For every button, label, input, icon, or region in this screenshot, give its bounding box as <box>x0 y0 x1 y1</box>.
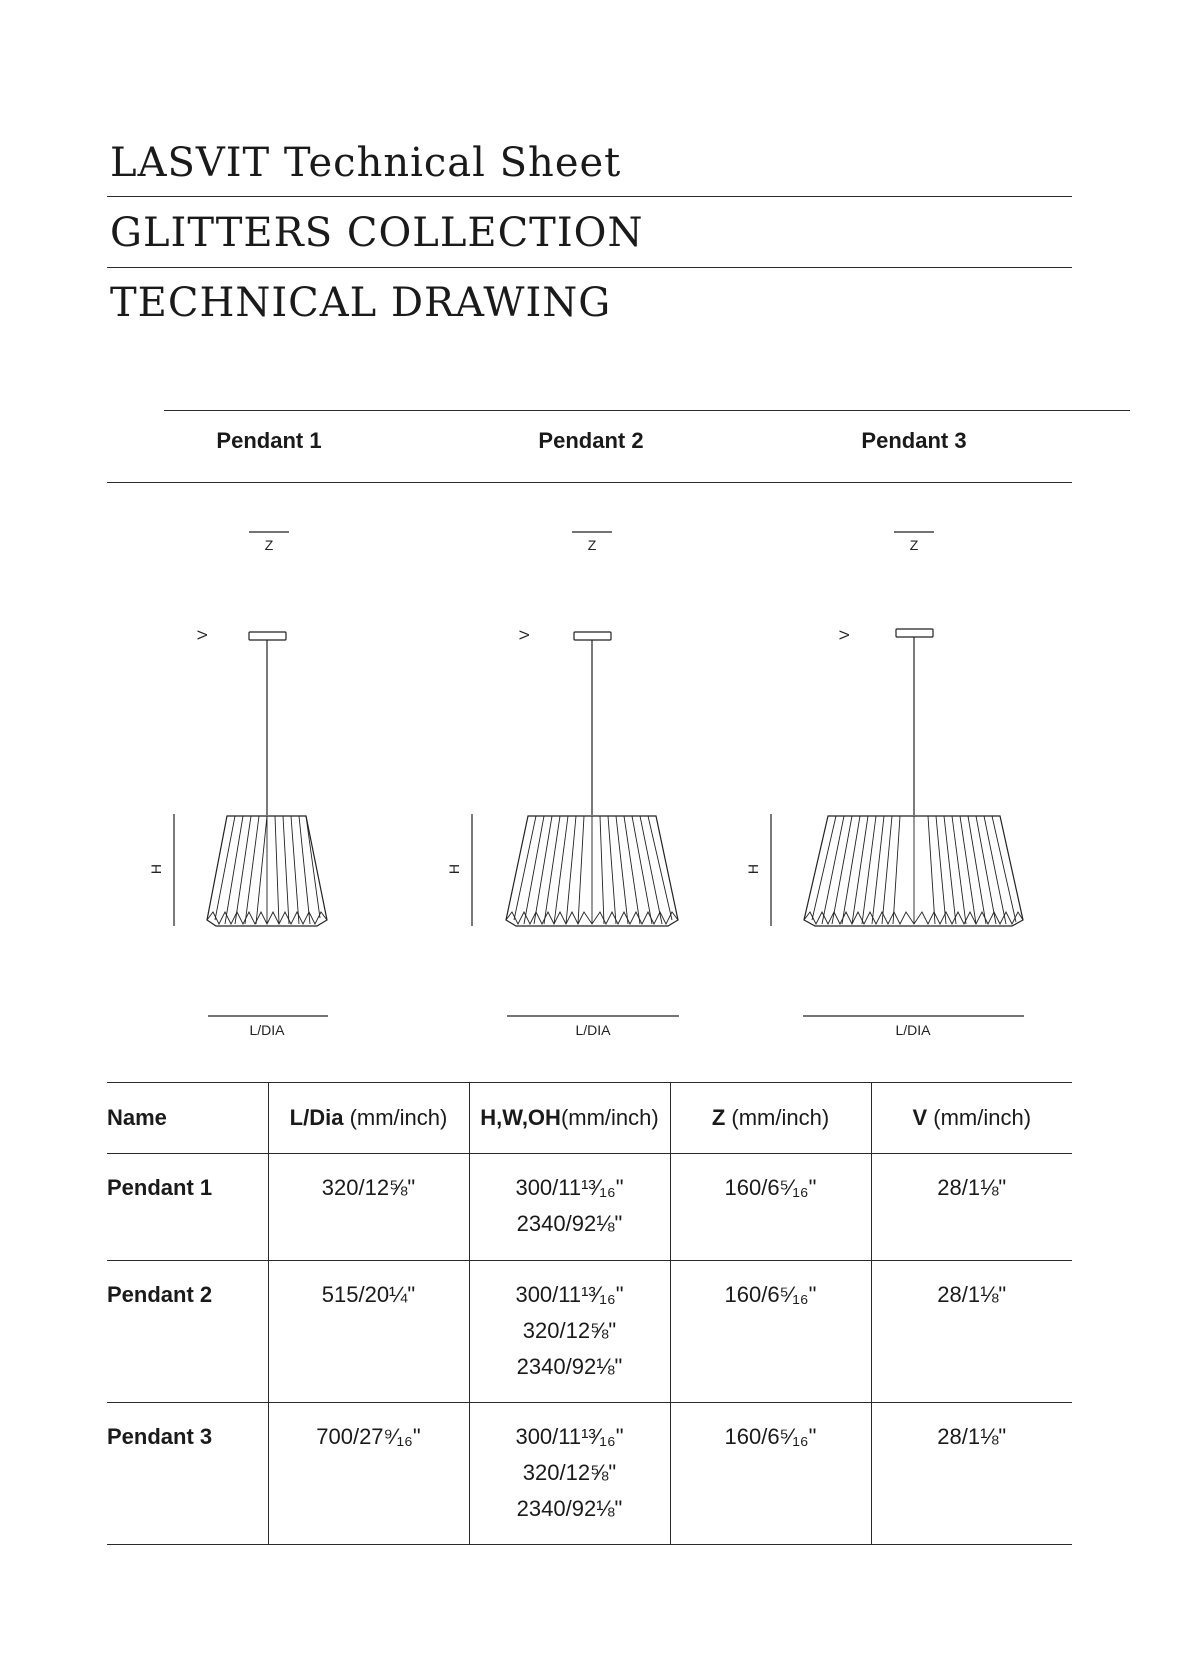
row-name: Pendant 1 <box>107 1154 268 1261</box>
row-z: 160/6⁵⁄₁₆" <box>670 1154 871 1261</box>
pendant-3-h-label: H <box>745 863 761 875</box>
pendant-1-dia-label: L/DIA <box>249 1022 285 1038</box>
section-title: TECHNICAL DRAWING <box>110 280 612 326</box>
pendant-1-h-label: H <box>148 863 164 875</box>
table-header-row <box>107 1083 1072 1154</box>
collection-title: GLITTERS COLLECTION <box>110 210 644 256</box>
row-z: 160/6⁵⁄₁₆" <box>670 1403 871 1545</box>
row-v: 28/1⅛" <box>871 1261 1072 1403</box>
pendant-2-h-label: H <box>446 863 462 875</box>
header-ldia: L/Dia (mm/inch) <box>268 1083 469 1154</box>
pendant-1-heading: Pendant 1 <box>216 428 322 453</box>
row-ldia: 515/20¼" <box>268 1261 469 1403</box>
row-v: 28/1⅛" <box>871 1403 1072 1545</box>
pendant-1-z-label: Z <box>264 537 274 553</box>
pendant-3-v-label: V <box>836 630 852 640</box>
specification-table <box>107 1082 1072 1545</box>
row-hwoh: 300/11¹³⁄₁₆" 2340/92⅛" <box>469 1154 670 1261</box>
row-hwoh: 300/11¹³⁄₁₆" 320/12⅝" 2340/92⅛" <box>469 1261 670 1403</box>
pendant-3-drawing <box>771 532 1024 1016</box>
pendant-3-dia-label: L/DIA <box>895 1022 931 1038</box>
row-ldia: 700/27⁹⁄₁₆" <box>268 1403 469 1545</box>
pendant-2-v-label: V <box>516 630 532 640</box>
table-row <box>107 1261 1072 1403</box>
row-hwoh: 300/11¹³⁄₁₆" 320/12⅝" 2340/92⅛" <box>469 1403 670 1545</box>
row-v: 28/1⅛" <box>871 1154 1072 1261</box>
sheet-title: LASVIT Technical Sheet <box>110 140 622 186</box>
header-hwoh: H,W,OH(mm/inch) <box>469 1083 670 1154</box>
pendant-2-dia-label: L/DIA <box>575 1022 611 1038</box>
row-ldia: 320/12⅝" <box>268 1154 469 1261</box>
pendant-3-z-label: Z <box>909 537 919 553</box>
row-z: 160/6⁵⁄₁₆" <box>670 1261 871 1403</box>
header-v: V (mm/inch) <box>871 1083 1072 1154</box>
table-row <box>107 1403 1072 1545</box>
row-name: Pendant 2 <box>107 1261 268 1403</box>
header-name: Name <box>107 1083 268 1154</box>
row-name: Pendant 3 <box>107 1403 268 1545</box>
pendant-2-drawing <box>472 532 679 1016</box>
pendant-2-heading: Pendant 2 <box>538 428 644 453</box>
table-row <box>107 1154 1072 1261</box>
pendant-3-heading: Pendant 3 <box>861 428 967 453</box>
pendant-2-z-label: Z <box>587 537 597 553</box>
pendant-1-v-label: V <box>194 630 210 640</box>
header-z: Z (mm/inch) <box>670 1083 871 1154</box>
